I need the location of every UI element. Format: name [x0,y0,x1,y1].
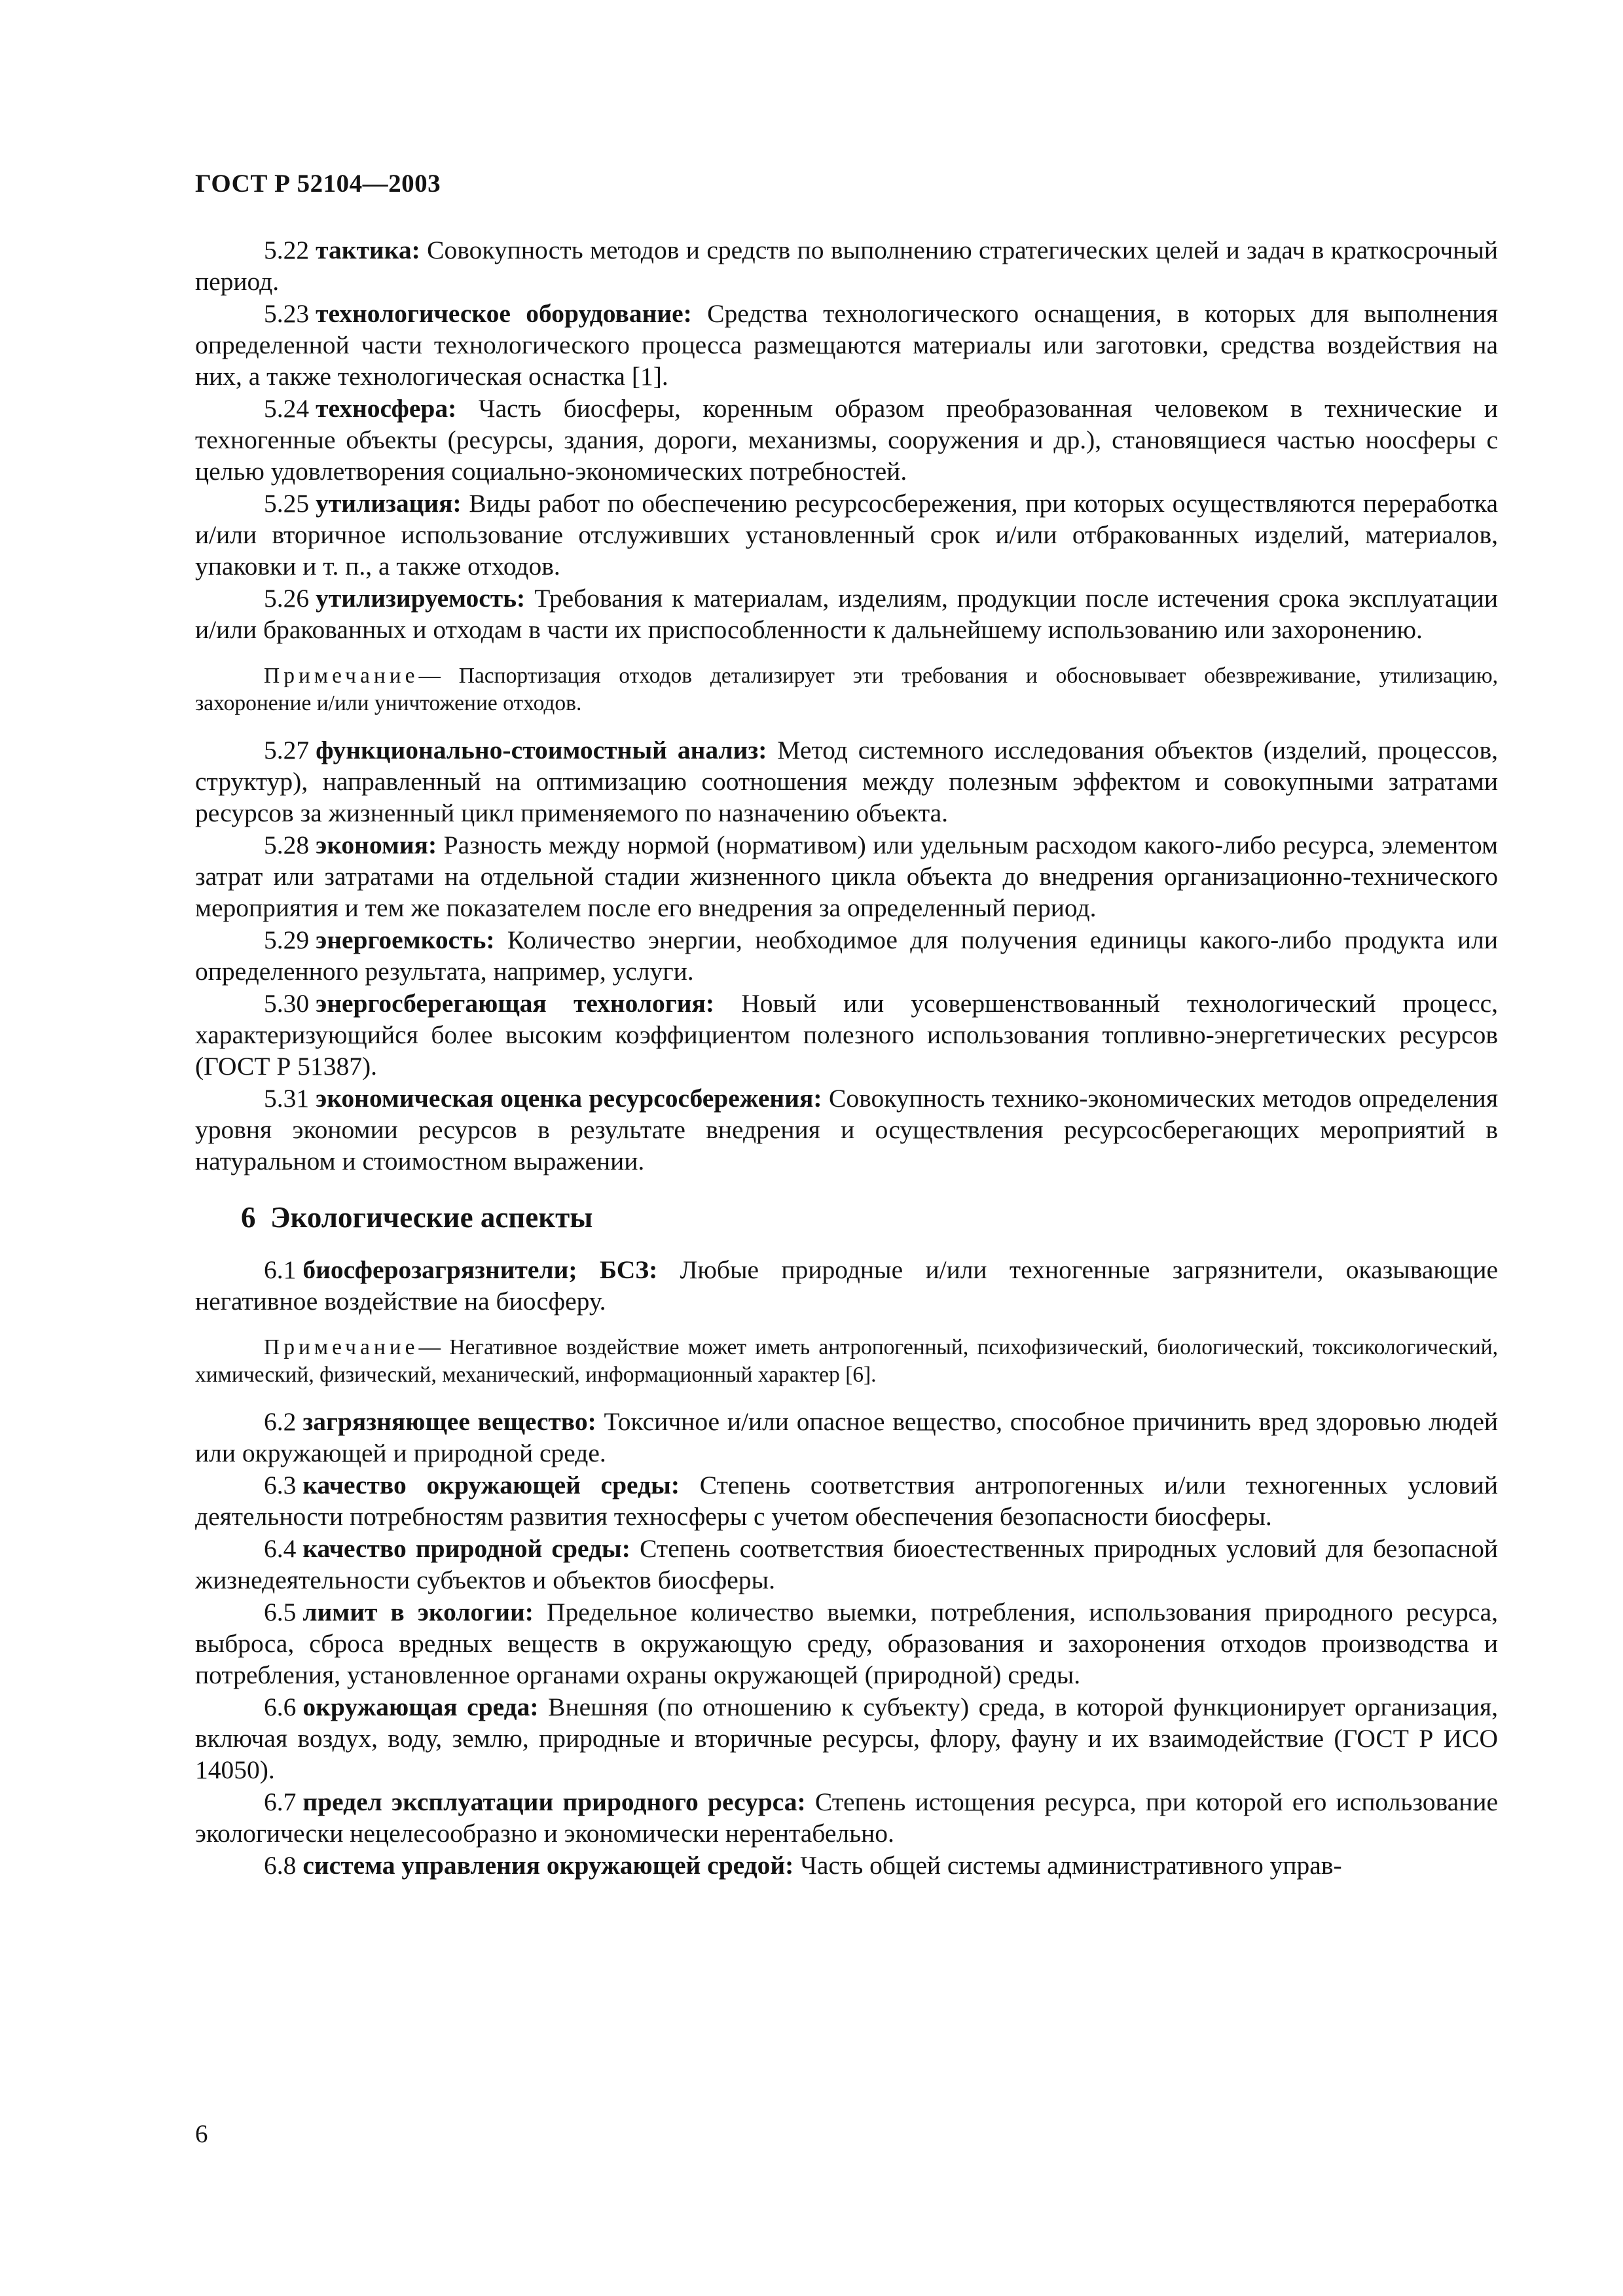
term-definition [195,234,1498,297]
term-definition [195,1596,1498,1691]
clause-number: 6.1 [264,1255,297,1284]
term: техносфера: [316,394,457,423]
term-definition [195,1406,1498,1469]
note [195,1334,1498,1389]
section-title: Экологические аспекты [270,1201,593,1234]
section-heading [195,1200,1498,1234]
clause-number: 6.7 [264,1787,297,1816]
definition-text: Новый или усовершенствованный технологический процесс, характеризующийся более высоким коэффициентом полезного использования топливно-энергетических ресурсов (ГОСТ Р 51387). [195,989,1498,1081]
note-label: Примечание [264,664,419,688]
term: предел эксплуатации природного ресурса: [302,1787,806,1816]
term: окружающая среда: [302,1693,539,1721]
clause-number: 6.8 [264,1851,297,1880]
term: экономическая оценка ресурсосбережения: [316,1084,822,1113]
term: загрязняющее вещество: [302,1407,596,1436]
clause-number: 5.28 [264,831,310,859]
clause-number: 6.6 [264,1693,297,1721]
term: тактика: [316,236,420,264]
note [195,662,1498,717]
term: энергоемкость: [316,925,495,954]
section-5-terms [195,234,1498,1177]
clause-number: 5.27 [264,736,310,764]
clause-number: 6.5 [264,1598,297,1626]
term: утилизация: [316,489,462,518]
definition-text: Разность между нормой (нормативом) или удельным расходом какого-либо ресурса, элементом затрат или затратами на отдельной стадии жизненного цикла объекта до внедрения организационно-технического мероприятия и тем же показателем после его внедрения за определенный период. [195,831,1499,922]
term: энергосберегающая технология: [316,989,715,1018]
section-6-terms [195,1254,1498,1881]
term: система управления окружающей средой: [302,1851,794,1880]
definition-text: Любые природные и/или техногенные загрязнители, оказывающие негативное воздействие на биосферу. [195,1255,1499,1316]
definition-text: Предельное количество выемки, потребления, использования природного ресурса, выброса, сброса вредных веществ в окружающую среду, образования и захоронения отходов производства и потребления, установленное органами охраны окружающей (природной) среды. [195,1598,1499,1689]
definition-text: Средства технологического оснащения, в которых для выполнения определенной части технологического процесса размещаются материалы или заготовки, средства воздействия на них, а также технологическая оснастка [1]. [195,299,1498,391]
term-definition [195,1083,1498,1177]
term-definition [195,1533,1498,1596]
term: функционально-стоимостный анализ: [316,736,767,764]
document-body [195,234,1498,1882]
definition-text: Степень соответствия биоестественных природных условий для безопасной жизнедеятельности субъектов и объектов биосферы. [195,1534,1498,1594]
clause-number: 6.4 [264,1534,297,1563]
clause-number: 5.29 [264,925,310,954]
term-definition [195,988,1498,1082]
definition-text: Степень истощения ресурса, при которой его использование экологически нецелесообразно и экономически нерентабельно. [195,1787,1499,1848]
page-number: 6 [195,2120,208,2148]
clause-number: 5.30 [264,989,310,1018]
term-definition [195,1254,1498,1317]
term: экономия: [316,831,437,859]
term-definition [195,298,1498,392]
clause-number: 5.31 [264,1084,310,1113]
term-definition [195,1469,1498,1532]
definition-text: Количество энергии, необходимое для получения единицы какого-либо продукта или определенного результата, например, услуги. [195,925,1499,986]
definition-text: Часть биосферы, коренным образом преобразованная человеком в технические и техногенные объекты (ресурсы, здания, дороги, механизмы, сооружения и др.), становящиеся частью ноосферы с целью удовлетворения социально-экономических потребностей. [195,394,1498,486]
definition-text: Требования к материалам, изделиям, продукции после истечения срока эксплуатации и/или бракованных и отходам в части их приспособленности к дальнейшему использованию или захоронению. [195,584,1498,644]
term: утилизируемость: [316,584,526,613]
definition-text: Метод системного исследования объектов (изделий, процессов, структур), направленный на оптимизацию соотношения между полезным эффектом и совокупными затратами ресурсов за жизненный цикл применяемого по назначению объекта. [195,736,1498,827]
term-definition [195,924,1498,987]
definition-text: Степень соответствия антропогенных и/или техногенных условий деятельности потребностям развития техносферы с учетом обеспечения безопасности биосферы. [195,1471,1499,1531]
note-text: — Негативное воздействие может иметь антропогенный, психофизический, биологический, токсикологический, химический, физический, механический, информационный характер [6]. [195,1335,1498,1387]
section-number: 6 [241,1201,256,1234]
clause-number: 5.22 [264,236,310,264]
definition-text: Внешняя (по отношению к субъекту) среда, в которой функционирует организация, включая воздух, воду, землю, природные и вторичные ресурсы, флору, фауну и их взаимодействие (ГОСТ Р ИСО 14050). [195,1693,1499,1784]
clause-number: 5.24 [264,394,310,423]
definition-text: Часть общей системы административного управ- [800,1851,1342,1880]
term: биосферозагрязнители; БСЗ: [302,1255,658,1284]
clause-number: 6.2 [264,1407,297,1436]
note-label: Примечание [264,1335,419,1359]
term-definition [195,1850,1498,1881]
note-text: — Паспортизация отходов детализирует эти требования и обосновывает обезвреживание, утилизацию, захоронение и/или уничтожение отходов. [195,664,1498,715]
definition-text: Виды работ по обеспечению ресурсосбережения, при которых осуществляются переработка и/или вторичное использование отслуживших установленный срок и/или отбракованных изделий, материалов, упаковки и т. п., а также отходов. [195,489,1498,581]
term-definition [195,734,1498,829]
document-header: ГОСТ Р 52104—2003 [195,170,441,198]
clause-number: 5.25 [264,489,310,518]
term: качество природной среды: [302,1534,630,1563]
term-definition [195,583,1498,645]
definition-text: Совокупность методов и средств по выполнению стратегических целей и задач в краткосрочный период. [195,236,1498,296]
term-definition [195,829,1498,924]
definition-text: Токсичное и/или опасное вещество, способное причинить вред здоровью людей или окружающей и природной среде. [195,1407,1498,1467]
clause-number: 5.26 [264,584,310,613]
clause-number: 5.23 [264,299,310,328]
term-definition [195,1691,1498,1785]
term: технологическое оборудование: [316,299,692,328]
term-definition [195,488,1498,582]
term: лимит в экологии: [302,1598,534,1626]
definition-text: Совокупность технико-экономических методов определения уровня экономии ресурсов в результате внедрения и осуществления ресурсосберегающих мероприятий в натуральном и стоимостном выражении. [195,1084,1498,1175]
clause-number: 6.3 [264,1471,297,1499]
term-definition [195,393,1498,487]
term: качество окружающей среды: [302,1471,680,1499]
term-definition [195,1786,1498,1849]
